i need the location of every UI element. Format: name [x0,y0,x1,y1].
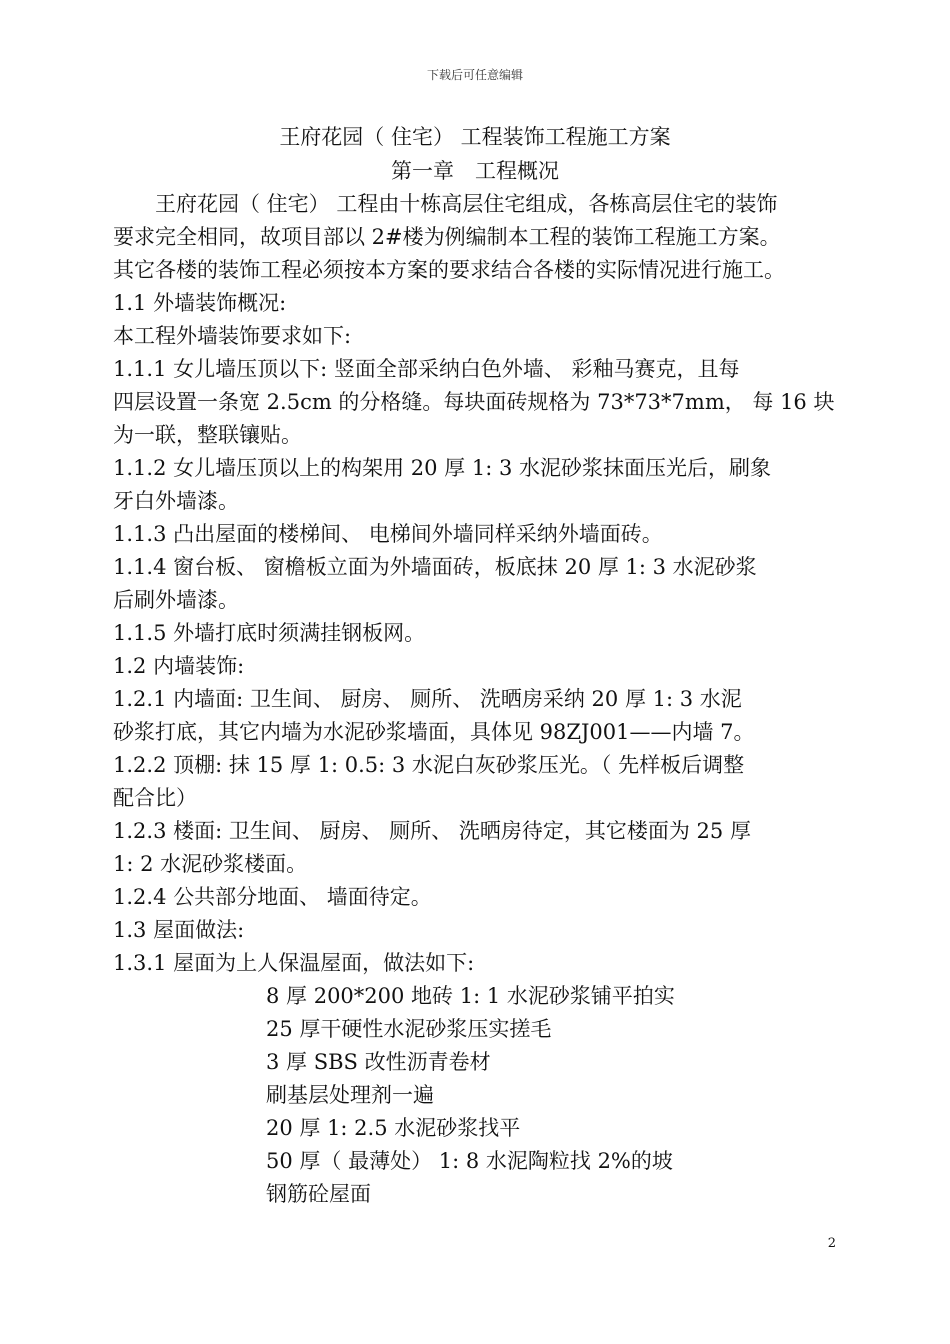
text-line: 1.2.3 楼面: 卫生间、 厨房、 厕所、 洗晒房待定，其它楼面为 25 厚 [113,819,751,843]
section-heading: 1.2 内墙装饰: [113,654,245,678]
roof-layer-item: 3 厚 SBS 改性沥青卷材 [266,1050,491,1074]
text-line: 砂浆打底，其它内墙为水泥砂浆墙面，具体见 98ZJ001——内墙 7。 [113,720,755,744]
text-line: 1.1.1 女儿墙压顶以下: 竖面全部采纳白色外墙、 彩釉马赛克，且每 [113,357,740,381]
section-heading: 1.1 外墙装饰概况: [113,291,287,315]
text-line: 要求完全相同，故项目部以 2#楼为例编制本工程的装饰工程施工方案。 [113,225,781,249]
roof-layer-item: 25 厚干硬性水泥砂浆压实搓毛 [266,1017,552,1041]
text-line: 1: 2 水泥砂浆楼面。 [113,852,308,876]
page-number: 2 [827,1236,836,1251]
roof-layer-item: 钢筋砼屋面 [266,1182,371,1206]
text-line: 配合比） [113,786,197,810]
text-line: 1.2.2 顶棚: 抹 15 厚 1: 0.5: 3 水泥白灰砂浆压光。（ 先样板后调整 [113,753,745,777]
section-heading: 1.3 屋面做法: [113,918,245,942]
text-line: 本工程外墙装饰要求如下: [113,324,352,348]
text-line: 1.1.3 凸出屋面的楼梯间、 电梯间外墙同样采纳外墙面砖。 [113,522,663,546]
roof-layer-item: 50 厚（ 最薄处） 1: 8 水泥陶粒找 2%的坡 [266,1149,673,1173]
text-line: 1.3.1 屋面为上人保温屋面，做法如下: [113,951,475,975]
roof-layer-item: 20 厚 1: 2.5 水泥砂浆找平 [266,1116,521,1140]
roof-layer-item: 刷基层处理剂一遍 [266,1083,434,1107]
text-line: 1.1.5 外墙打底时须满挂钢板网。 [113,621,426,645]
text-line: 1.2.4 公共部分地面、 墙面待定。 [113,885,432,909]
text-line: 1.1.4 窗台板、 窗檐板立面为外墙面砖，板底抹 20 厚 1: 3 水泥砂浆 [113,555,757,579]
document-title: 王府花园（ 住宅） 工程装饰工程施工方案 [279,125,671,149]
text-line: 为一联，整联镶贴。 [113,423,302,447]
text-line: 其它各楼的装饰工程必须按本方案的要求结合各楼的实际情况进行施工。 [113,258,785,282]
text-line: 四层设置一条宽 2.5cm 的分格缝。每块面砖规格为 73*73*7mm， 每 16 块 [113,390,835,414]
text-line: 牙白外墙漆。 [113,489,239,513]
text-line: 王府花园（ 住宅） 工程由十栋高层住宅组成，各栋高层住宅的装饰 [113,192,778,216]
page-header: 下载后可任意编辑 [426,68,523,82]
text-line: 后刷外墙漆。 [113,588,239,612]
text-line: 1.2.1 内墙面: 卫生间、 厨房、 厕所、 洗晒房采纳 20 厚 1: 3 水泥 [113,687,742,711]
roof-layer-item: 8 厚 200*200 地砖 1: 1 水泥砂浆铺平拍实 [266,984,675,1008]
text-line: 1.1.2 女儿墙压顶以上的构架用 20 厚 1: 3 水泥砂浆抹面压光后，刷象 [113,456,772,480]
chapter-heading: 第一章 工程概况 [391,159,559,183]
